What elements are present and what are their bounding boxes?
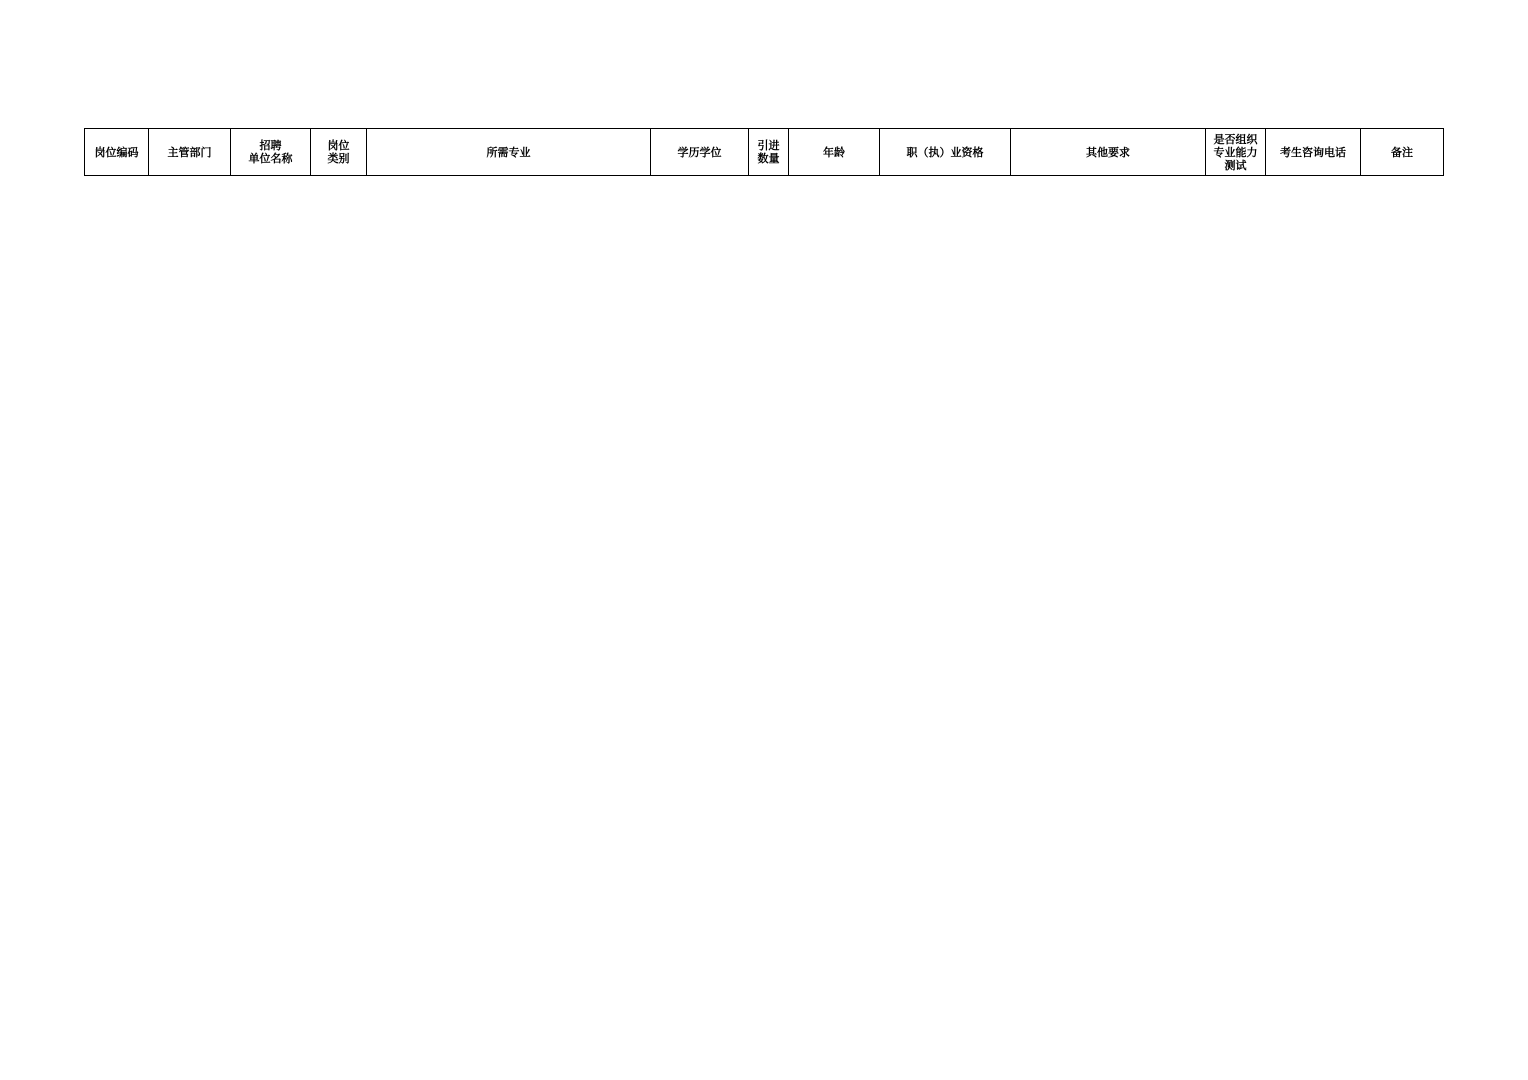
column-header: 考生咨询电话 — [1266, 129, 1361, 176]
column-header: 其他要求 — [1011, 129, 1206, 176]
column-header: 岗位 类别 — [311, 129, 367, 176]
column-header: 备注 — [1361, 129, 1444, 176]
column-header: 职（执）业资格 — [880, 129, 1011, 176]
column-header: 年龄 — [789, 129, 880, 176]
column-header: 招聘 单位名称 — [231, 129, 311, 176]
column-header: 主管部门 — [149, 129, 231, 176]
column-header: 岗位编码 — [85, 129, 149, 176]
column-header: 是否组织 专业能力 测试 — [1206, 129, 1266, 176]
column-header: 引进 数量 — [749, 129, 789, 176]
header-row — [85, 129, 1444, 176]
column-header: 所需专业 — [367, 129, 651, 176]
column-header: 学历学位 — [651, 129, 749, 176]
recruitment-table — [84, 128, 1444, 176]
